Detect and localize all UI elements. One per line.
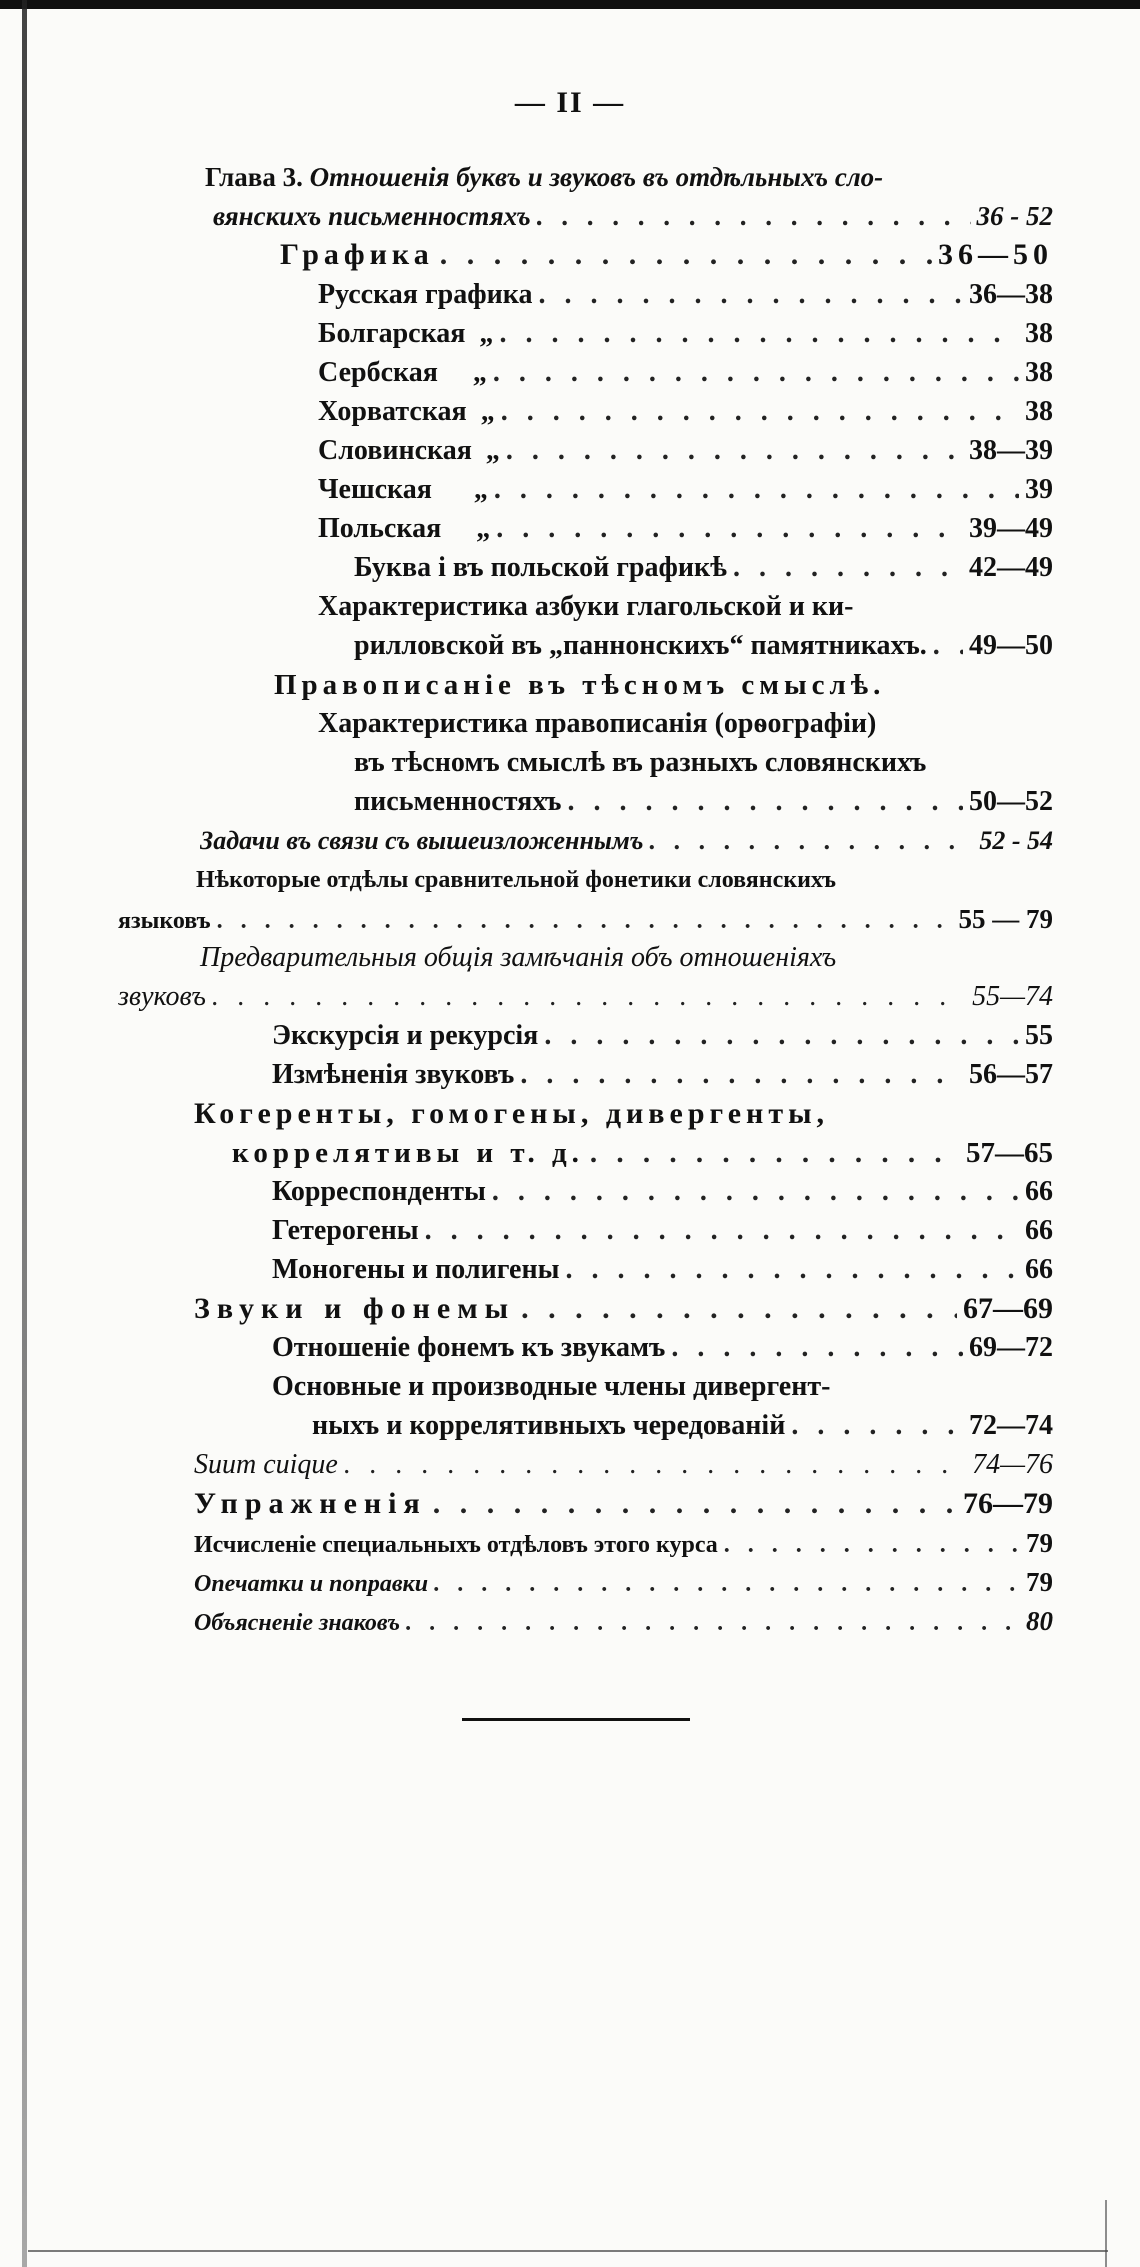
entry-text: ныхъ и коррелятивныхъ чередованій [312,1410,786,1441]
entry-page: 36—50 [938,238,1053,271]
leader-dots [501,393,1019,431]
entry-page: 55 [1025,1020,1053,1051]
toc-entry-chapter-3[interactable] [213,197,1053,235]
toc-entry-orthography-heading: Правописаніе въ тѣсномъ смыслѣ. [274,669,886,701]
leader-dots [724,1526,1020,1564]
entry-text: Задачи въ связи съ вышеизложеннымъ [200,826,644,855]
toc-entry-monogens[interactable] [272,1251,1053,1289]
entry-page: 72—74 [969,1410,1053,1441]
toc-entry-czech[interactable] [318,471,1053,509]
entry-text: Словинская „ [318,435,500,466]
entry-page: 49—50 [969,630,1053,661]
entry-text: Упражненія [194,1487,427,1520]
entry-page: 56—57 [969,1059,1053,1090]
entry-text: Болгарская „ [318,318,494,349]
closing-rule [462,1718,690,1721]
entry-text: Хорватская „ [318,396,495,427]
leader-dots [440,236,932,274]
entry-text: Опечатки и поправки [194,1571,429,1597]
leader-dots [506,432,963,470]
toc-entry-slovene[interactable] [318,432,1053,470]
entry-text: Моногены и полигены [272,1254,560,1285]
toc-entry-preliminary[interactable] [118,978,1053,1016]
leader-dots [494,471,1019,509]
entry-text: Чешская „ [318,474,488,505]
leader-dots [649,822,973,860]
entry-text: Графика [280,238,434,271]
entry-text: Измѣненія звуковъ [272,1059,515,1090]
leader-dots [590,1134,960,1172]
toc-entry-letter-i[interactable] [354,549,1053,587]
entry-page: 66 [1025,1176,1053,1207]
leader-dots [733,549,963,587]
toc-entry-phonetics-line1: Нѣкоторые отдѣлы сравнительной фонетики словянскихъ [196,867,836,893]
leader-dots [544,1017,1019,1055]
toc-entry-correspondents[interactable] [272,1173,1053,1211]
entry-page: 57—65 [966,1137,1053,1169]
leader-dots [565,1251,1019,1289]
entry-text: Объясненіе знаковъ [194,1610,400,1636]
toc-entry-coherents-line1: Когеренты, гомогены, дивергенты, [194,1097,829,1130]
entry-text: Звуки и фонемы [194,1292,516,1325]
entry-text: Исчисленіе специальныхъ отдѣловъ этого курса [194,1532,718,1558]
entry-page: 66 [1025,1254,1053,1285]
leader-dots [499,315,1019,353]
entry-page: 50—52 [969,786,1053,817]
entry-text: языковъ [118,908,211,934]
toc-entry-signs[interactable] [194,1602,1053,1640]
entry-page: 36—38 [969,279,1053,310]
entry-page: 39—49 [969,513,1053,544]
toc-entry-polish[interactable] [318,510,1053,548]
page-number: — II — [514,86,626,119]
toc-entry-tasks[interactable] [200,822,1053,860]
entry-text: Польская „ [318,513,491,544]
entry-text: Отношеніе фонемъ къ звукамъ [272,1332,666,1363]
entry-text: Корреспонденты [272,1176,486,1207]
leader-dots [434,1565,1020,1603]
toc-entry-suum-cuique[interactable] [194,1446,1053,1484]
entry-page: 67—69 [963,1292,1053,1325]
toc-entry-bulgarian[interactable] [318,315,1053,353]
toc-entry-phonetics[interactable] [118,900,1053,938]
leader-dots [496,510,963,548]
leader-dots [791,1407,963,1445]
entry-text: Гетерогены [272,1215,419,1246]
entry-text: коррелятивы и т. д. [232,1137,584,1169]
entry-page: 42—49 [969,552,1053,583]
entry-text: Suum cuique [194,1449,338,1480]
toc-entry-grafika[interactable] [280,236,1053,274]
toc-entry-sounds-phonemes[interactable] [194,1290,1053,1328]
toc-entry-exercises[interactable] [194,1485,1053,1523]
entry-text: Буква і въ польской графикѣ [354,552,727,583]
entry-page: 79 [1026,1528,1053,1558]
entry-page: 79 [1026,1567,1053,1597]
toc-entry-orthography-line1: Характеристика правописанія (орѳографіи) [318,708,877,739]
leader-dots [406,1604,1020,1642]
toc-entry-coherents[interactable] [232,1134,1053,1172]
toc-entry-phoneme-relation[interactable] [272,1329,1053,1367]
leader-dots [538,276,963,314]
toc-entry-characteristic-line1: Характеристика азбуки глагольской и ки- [318,591,854,622]
entry-page: 69—72 [969,1332,1053,1363]
toc-entry-excursion[interactable] [272,1017,1053,1055]
entry-page: 36 - 52 [976,201,1053,231]
leader-dots [433,1485,957,1523]
entry-page: 38—39 [969,435,1053,466]
leader-dots [425,1212,1019,1250]
leader-dots [567,783,963,821]
entry-text: Сербская „ [318,357,487,388]
entry-text: звуковъ [118,981,206,1012]
toc-entry-special-sections[interactable] [194,1524,1053,1562]
entry-page: 66 [1025,1215,1053,1246]
toc-entry-basic-members[interactable] [312,1407,1053,1445]
leader-dots [671,1329,963,1367]
toc-entry-serbian[interactable] [318,354,1053,392]
toc-entry-sound-changes[interactable] [272,1056,1053,1094]
entry-page: 52 - 54 [979,826,1053,855]
leader-dots [537,197,971,235]
entry-text: Русская графика [318,279,533,310]
leader-dots [217,902,953,940]
toc-entry-russian[interactable] [318,276,1053,314]
entry-page: 38 [1025,396,1053,427]
scan-right-edge [1105,2200,1107,2267]
entry-text: Экскурсія и рекурсія [272,1020,539,1051]
toc-entry-basic-members-line1: Основные и производные члены дивергент- [272,1371,831,1402]
leader-dots [492,1173,1019,1211]
chapter-title-line1: Отношенія буквъ и звуковъ въ отдѣльныхъ сло- [309,162,884,192]
entry-text: письменностяхъ [354,786,562,817]
entry-page: 76—79 [963,1487,1053,1520]
toc-chapter-3-heading [205,158,883,196]
chapter-label: Глава 3. [205,162,303,192]
toc-entry-croatian[interactable] [318,393,1053,431]
entry-text: рилловской въ „паннонскихъ“ памятникахъ. [354,630,927,661]
toc-entry-preliminary-line1: Предварительныя общія замѣчанія объ отношеніяхъ [200,942,837,973]
leader-dots [493,354,1019,392]
leader-dots [344,1446,966,1484]
scan-bottom-edge [28,2250,1108,2252]
leader-dots [521,1290,957,1328]
toc-entry-heterogens[interactable] [272,1212,1053,1250]
leader-dots [520,1056,963,1094]
entry-page: 80 [1026,1606,1053,1636]
leader-dots [933,627,963,665]
toc-entry-orthography-line2: въ тѣсномъ смыслѣ въ разныхъ словянскихъ [354,747,927,778]
toc-entry-errata[interactable] [194,1563,1053,1601]
entry-page: 55—74 [972,981,1053,1012]
toc-entry-orthography[interactable] [354,783,1053,821]
entry-page: 38 [1025,318,1053,349]
leader-dots [212,978,966,1016]
entry-page: 38 [1025,357,1053,388]
entry-text: вянскихъ письменностяхъ [213,201,531,231]
toc-entry-characteristic[interactable] [354,627,1053,665]
entry-page: 74—76 [972,1449,1053,1480]
entry-page: 55 — 79 [958,904,1053,934]
entry-page: 39 [1025,474,1053,505]
